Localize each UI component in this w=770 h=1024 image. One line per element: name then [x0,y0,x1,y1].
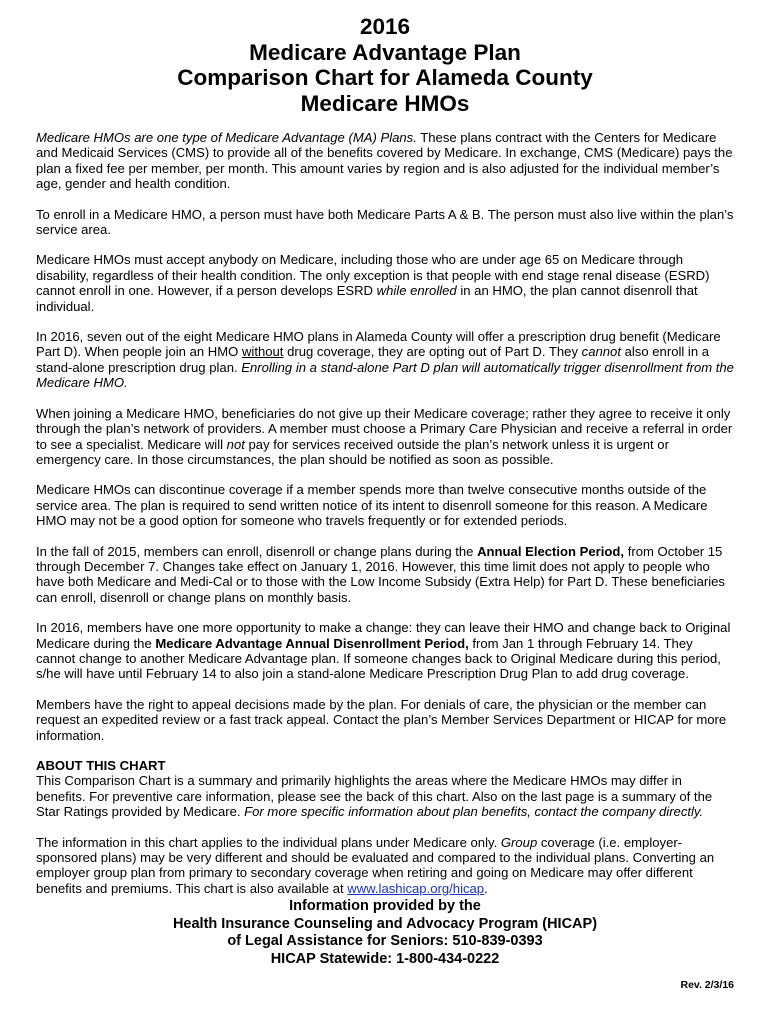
title-year: 2016 [359,14,411,39]
revision-date: Rev. 2/3/16 [680,979,734,991]
footer-line-2: Health Insurance Counseling and Advocacy Program (HICAP) [172,915,598,932]
hicap-website-link[interactable]: www.lashicap.org/hicap [347,880,485,896]
footer-contact [36,898,734,968]
title-line-2: Medicare Advantage Plan [249,39,521,65]
paragraph-about: This Comparison Chart is a summary and primarily highlights the areas where the Medicare HMOs may differ in benefits. For preventive care information, please see the back of this chart. Also on the last page is a summary of the Star Ratings provided by Medicare. For more specific information about plan benefits, contact the company directly. [36,773,713,820]
page-title [36,14,734,116]
paragraph-enrollment: To enroll in a Medicare HMO, a person must have both Medicare Parts A & B. The person must also live within the plan’s service area. [36,206,734,238]
paragraph-esrd: Medicare HMOs must accept anybody on Medicare, including those who are under age 65 on Medicare through disability, regardless of their health condition. The only exception is that people with end stage renal disease (ESRD) cannot enroll in one. However, if a person develops ESRD while enrolled in an HMO, the plan cannot disenroll that individual. [36,252,710,314]
paragraph-part-d: In 2016, seven out of the eight Medicare HMO plans in Alameda County will offer a prescription drug benefit (Medicare Part D). When people join an HMO without drug coverage, they are opting out of Part D. They cannot also enroll in a stand-alone prescription drug plan. Enrolling in a stand-alone Part D plan will automatically trigger disenrollment from the Medicare HMO. [36,329,734,391]
footer-line-4: HICAP Statewide: 1-800-434-0222 [270,950,500,967]
intro-italic: Medicare HMOs are one type of Medicare Advantage (MA) Plans. [36,130,417,145]
title-line-3: Comparison Chart for Alameda County [177,65,593,90]
footer-line-1: Information provided by the [289,898,481,915]
paragraph-discontinue: Medicare HMOs can discontinue coverage if a member spends more than twelve consecutive months outside of the service area. The plan is required to send written notice of its intent to disenroll someone for this reason. A Medicare HMO may not be a good option for someone who travels frequently or for extended periods. [36,482,708,529]
paragraph-network: When joining a Medicare HMO, beneficiaries do not give up their Medicare coverage; rather they agree to receive it only through the plan’s network of providers. A member must choose a Primary Care Physician and receive a referral in order to see a specialist. Medicare will not pay for services received outside the plan’s network unless it is urgent or emergency care. In those circumstances, the plan should be notified as soon as possible. [36,405,733,467]
about-heading: ABOUT THIS CHART [36,758,166,773]
paragraph-intro: Medicare HMOs are one type of Medicare Advantage (MA) Plans. These plans contract with the Centers for Medicare and Medicaid Services (CMS) to provide all of the benefits covered by Medicare. In exchange, CMS (Medicare) pays the plan a fixed fee per member, per month. This amount varies by region and is also adjusted for the individual member’s age, gender and health condition. [36,130,733,192]
paragraph-appeals: Members have the right to appeal decisions made by the plan. For denials of care, the physician or the member can request an expedited review or a fast track appeal. Contact the plan’s Member Services Department or HICAP for more information. [36,696,727,743]
paragraph-disenrollment-period: In 2016, members have one more opportunity to make a change: they can leave their HMO and change back to Original Medicare during the Medicare Advantage Annual Disenrollment Period, from Jan 1 through February 14. They cannot change to another Medicare Advantage plan. If someone changes back to Original Medicare during this period, s/he will have until February 14 to also join a stand-alone Medicare Prescription Drug Plan to add drug coverage. [36,620,731,682]
paragraph-election-period: In the fall of 2015, members can enroll, disenroll or change plans during the Annual Election Period, from October 15 through December 7. Changes take effect on January 1, 2016. However, this time limit does not apply to people who have both Medicare and Medi-Cal or to those with the Low Income Subsidy (Extra Help) for Part D. These beneficiaries can enroll, disenroll or change plans on monthly basis. [36,543,725,605]
paragraph-group-coverage: The information in this chart applies to the individual plans under Medicare only. Group coverage (i.e. employer-sponsored plans) may be very different and should be evaluated and compared to the individual plans. Converting an employer group plan from primary to secondary coverage when retiring and going on Medicare may offer different benefits and premiums. This chart is also available at www.lashicap.org/hicap. [36,834,715,896]
title-line-4: Medicare HMOs [300,90,470,116]
footer-line-3: of Legal Assistance for Seniors: 510-839-0393 [227,933,543,950]
